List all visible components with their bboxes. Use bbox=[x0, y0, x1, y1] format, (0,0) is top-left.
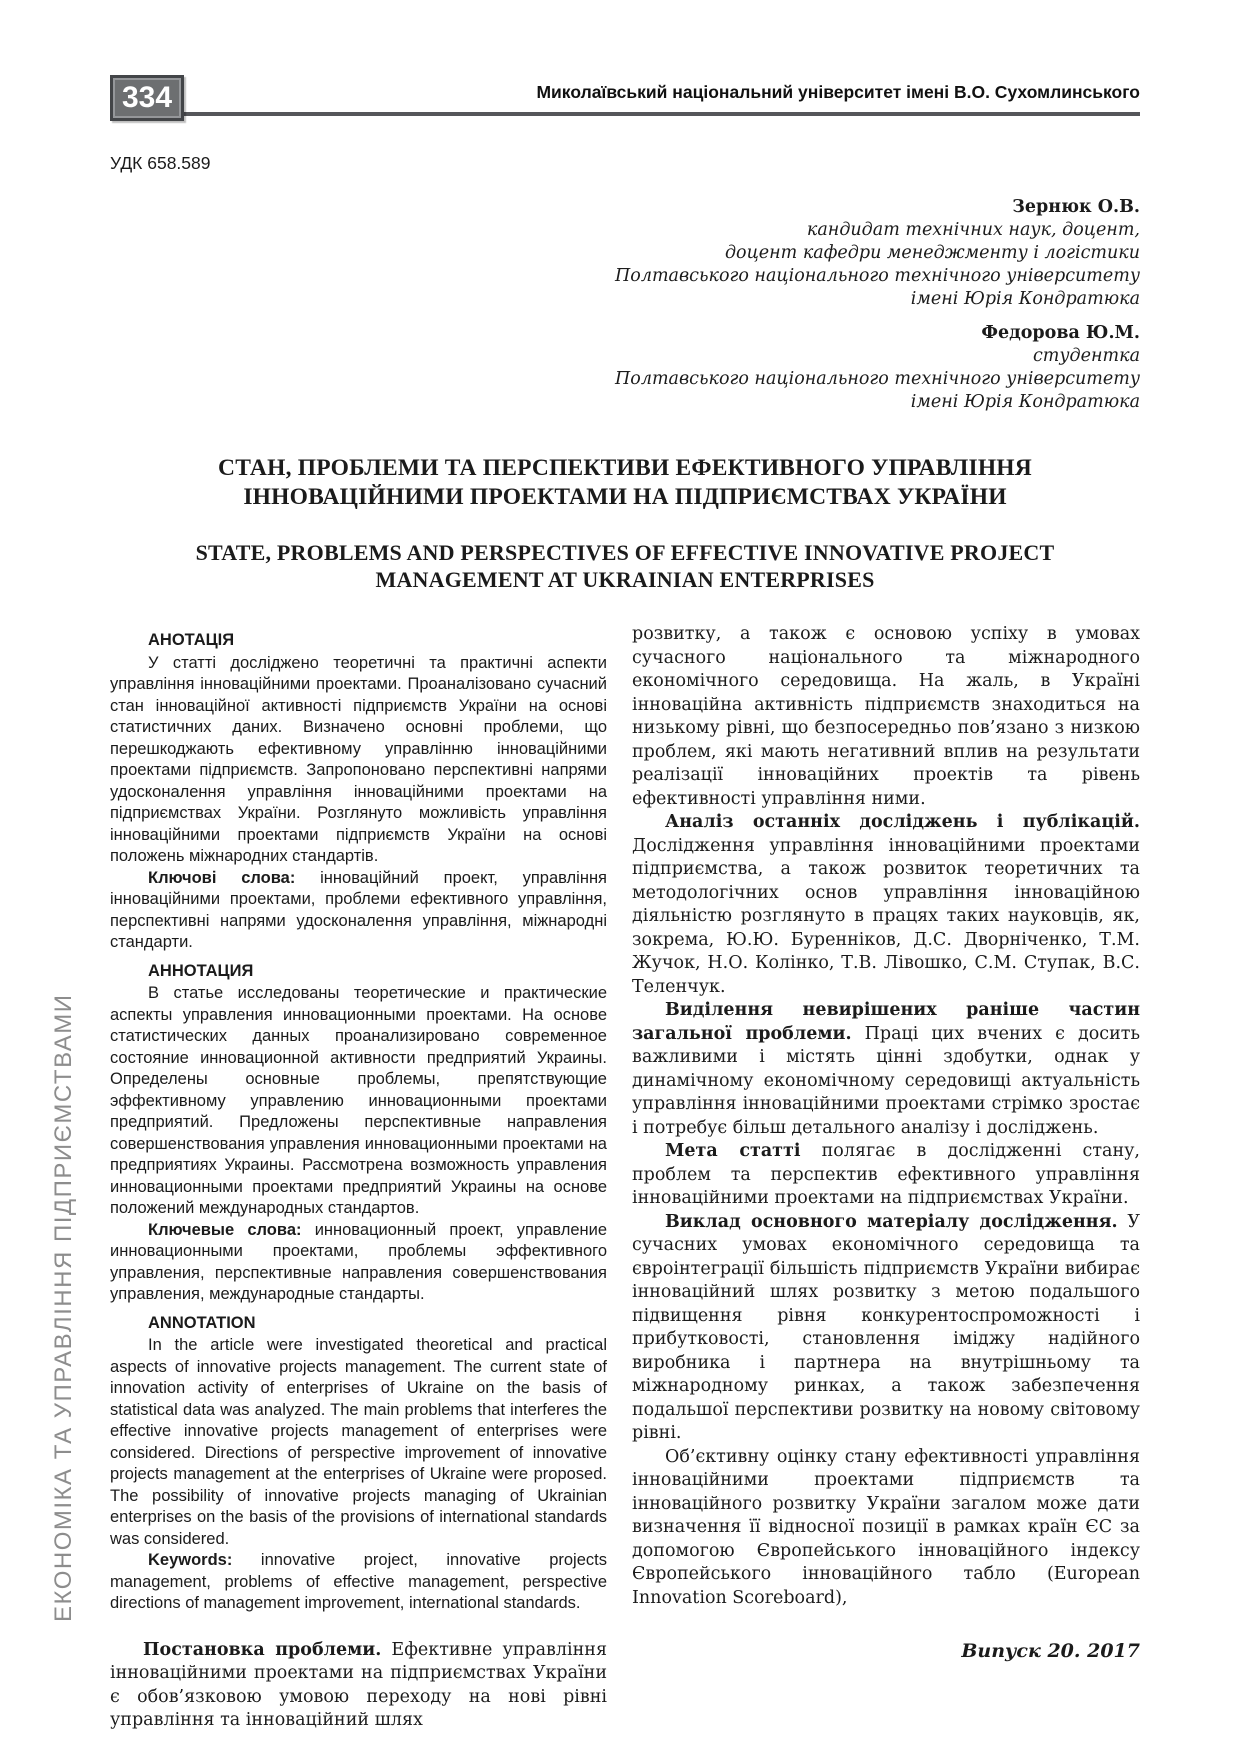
annotation-ru bbox=[110, 961, 607, 1306]
paragraph-lead: Виділення невирішених раніше частин загальної проблеми. bbox=[632, 1000, 1140, 1044]
page-content bbox=[110, 75, 1140, 1733]
author-affiliation-line: імені Юрія Кондратюка bbox=[910, 392, 1140, 412]
keywords-label: Ключевые слова: bbox=[148, 1220, 302, 1239]
keywords-text: інноваційний проект, управління інноваційними проектами, проблеми ефективного управління, перспективні напрями удосконалення управління, міжнародні стандарти. bbox=[110, 868, 607, 951]
udk-code: УДК 658.589 bbox=[110, 153, 211, 173]
article-title-uk: СТАН, ПРОБЛЕМИ ТА ПЕРСПЕКТИВИ ЕФЕКТИВНОГО УПРАВЛІННЯ ІННОВАЦІЙНИМИ ПРОЕКТАМИ НА ПІДПРИЄМСТВАХ УКРАЇНИ bbox=[218, 455, 1032, 510]
page-number-badge: 334 bbox=[110, 75, 184, 121]
annotation-uk bbox=[110, 630, 607, 954]
annotation-ru-heading: АННОТАЦИЯ bbox=[148, 961, 254, 980]
paragraph-text: Дослідження управління інноваційними проектами підприємства, а також розвиток теоретичних та методологічних основ управління інноваційною діяльністю розглянуто в працях таких науковців, як, зокрема, Ю.Ю. Буренніков, Д.С. Дворніченко, Т.М. Жучок, Н.О. Колінко, Т.В. Лівошко, С.М. Ступак, В.С. Теленчук. bbox=[632, 835, 1140, 997]
page-header bbox=[110, 75, 1140, 121]
author-affiliation-line: кандидат технічних наук, доцент, bbox=[806, 220, 1140, 240]
body-paragraph bbox=[632, 1446, 1140, 1611]
header-rule bbox=[113, 112, 1140, 116]
author-name: Зернюк О.В. bbox=[1012, 197, 1140, 217]
annotation-ru-body: В статье исследованы теоретические и практические аспекты управления инновационными проектами. На основе статистических данных проанализировано современное состояние инновационной активности предприятий Украины. Определены основные проблемы, препятствующие эффективному управлению инновационными проектами предприятий. Предложены перспективные направления совершенствования управления инновационными проектами на предприятиях Украины. Рассмотрена возможность управления инновационными проектами предприятий Украины на основе положений международных стандартов. bbox=[110, 984, 607, 1217]
keywords-label: Ключові слова: bbox=[148, 868, 296, 887]
section-sidebar-label: ЕКОНОМІКА ТА УПРАВЛІННЯ ПІДПРИЄМСТВАМИ bbox=[50, 993, 77, 1622]
annotation-en-heading: ANNOTATION bbox=[148, 1313, 256, 1332]
paragraph-text: Ефективне управління інноваційними проектами на підприємствах України є обов’язковою умовою переходу на нові рівні управління та інноваційний шлях bbox=[110, 1639, 607, 1730]
keywords-label: Keywords: bbox=[148, 1551, 233, 1569]
author-affiliation-line: Полтавського національного технічного університету bbox=[615, 369, 1140, 389]
paragraph-lead: Аналіз останніх досліджень і публікацій. bbox=[665, 812, 1140, 832]
body-paragraph bbox=[632, 1140, 1140, 1211]
right-column bbox=[632, 623, 1140, 1733]
paragraph-text: розвитку, а також є основою успіху в умовах сучасного національного та міжнародного економічного середовища. На жаль, в Україні інноваційна активність підприємств знаходиться на низькому рівні, що безпосередньо пов’язано з низкою проблем, які мають негативний вплив на результати реалізації інноваційних проектів та рівень ефективності управління ними. bbox=[632, 624, 1140, 809]
body-paragraph bbox=[632, 623, 1140, 811]
author-entry bbox=[110, 196, 1140, 311]
authors-block bbox=[110, 196, 1140, 414]
author-entry bbox=[110, 322, 1140, 414]
annotation-en-body: In the article were investigated theoretical and practical aspects of innovative projects management. The current state of innovation activity of enterprises of Ukraine on the basis of statistical data was analyzed. The main problems that interferes the effective innovative projects management of enterprises were considered. Directions of perspective improvement of innovative projects management at the enterprises of Ukraine were proposed. The possibility of innovative projects managing of Ukrainian enterprises on the basis of the provisions of international standards was considered. bbox=[110, 1336, 607, 1548]
article-title-en: STATE, PROBLEMS AND PERSPECTIVES OF EFFECTIVE INNOVATIVE PROJECT MANAGEMENT AT UKRAINIAN ENTERPRISES bbox=[195, 540, 1055, 592]
paragraph-text: У сучасних умовах економічного середовища та євроінтеграції більшість підприємств України вибирає інноваційний шлях розвитку з метою подальшого підвищення рівня конкурентоспроможності і прибутковості, становлення іміджу надійного виробника і партнера на внутрішньому та міжнародному ринках, а також забезпечення подальшої перспективи розвитку на новому світовому рівні. bbox=[632, 1211, 1140, 1443]
two-column-body bbox=[110, 623, 1140, 1733]
author-affiliation-line: імені Юрія Кондратюка bbox=[910, 289, 1140, 309]
paragraph-lead: Постановка проблеми. bbox=[143, 1639, 382, 1660]
author-affiliation-line: доцент кафедри менеджменту і логістики bbox=[724, 243, 1140, 263]
annotation-ru-keywords bbox=[110, 1220, 607, 1306]
keywords-text: innovative project, innovative projects management, problems of effective management, perspective directions of management improvement, international standards. bbox=[110, 1551, 607, 1612]
annotation-uk-body: У статті досліджено теоретичні та практичні аспекти управління інноваційними проектами. Проаналізовано сучасний стан інноваційної активності підприємств України на основі статистичних даних. Визначено основні проблеми, що перешкоджають ефективному управлінню інноваційними проектами підприємств. Запропоновано перспективні напрями удосконалення управління інноваційними проектами на підприємствах України. Розглянуто можливість управління інноваційними проектами підприємств України на основі положень міжнародних стандартів. bbox=[110, 653, 607, 865]
annotation-en bbox=[110, 1313, 607, 1615]
paragraph-text: Праці цих вчених є досить важливими і містять цінні здобутки, однак у динамічному економічному середовищі актуальність управління інноваційними проектами стрімко зростає і потребує більш детального аналізу і досліджень. bbox=[632, 1023, 1140, 1138]
author-affiliation-line: студентка bbox=[1033, 346, 1140, 366]
body-paragraph bbox=[632, 811, 1140, 999]
body-paragraph bbox=[632, 1211, 1140, 1446]
left-column bbox=[110, 623, 607, 1733]
keywords-text: инновационный проект, управление инновационными проектами, проблемы эффективного управления, перспективные направления совершенствования управления, международные стандарты. bbox=[110, 1220, 608, 1303]
author-affiliation-line: Полтавського національного технічного університету bbox=[615, 266, 1140, 286]
annotation-en-keywords bbox=[110, 1550, 607, 1615]
problem-statement-paragraph bbox=[110, 1639, 607, 1733]
annotation-uk-heading: АНОТАЦІЯ bbox=[148, 631, 235, 649]
paragraph-lead: Мета статті bbox=[665, 1141, 801, 1161]
annotation-uk-keywords bbox=[110, 868, 607, 954]
header-university-title: Миколаївський національний університет імені В.О. Сухомлинського bbox=[536, 82, 1140, 102]
paragraph-text: Об’єктивну оцінку стану ефективності управління інноваційними проектами підприємств та інноваційного розвитку України загалом може дати визначення її відносної позиції в рамках країн ЄС за допомогою Європейського інноваційного індексу Європейського інноваційного табло (European Innovation Scoreboard), bbox=[632, 1446, 1140, 1608]
footer-issue: Випуск 20. 2017 bbox=[961, 1640, 1140, 1662]
paragraph-lead: Виклад основного матеріалу дослідження. bbox=[665, 1211, 1118, 1232]
body-paragraph bbox=[632, 999, 1140, 1140]
author-name: Федорова Ю.М. bbox=[981, 323, 1140, 343]
paragraph-text: полягає в дослідженні стану, проблем та перспектив ефективного управління інноваційними проектами на підприємствах України. bbox=[632, 1141, 1140, 1208]
